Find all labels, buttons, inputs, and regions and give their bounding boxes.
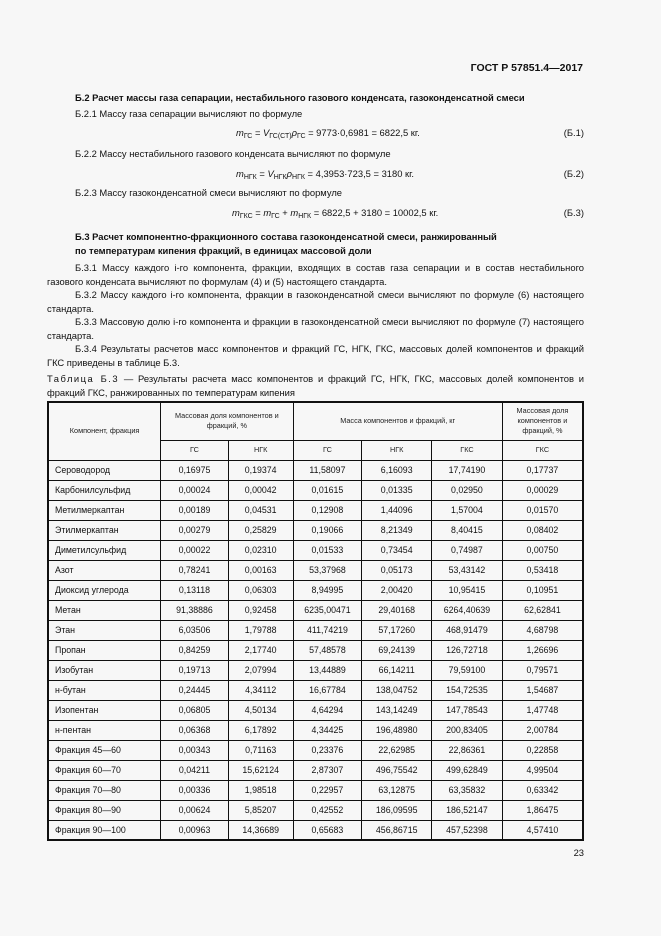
document-header: ГОСТ Р 57851.4—2017 (470, 62, 583, 74)
value-cell: 2,00784 (502, 720, 583, 740)
value-cell: 1,79788 (228, 620, 293, 640)
component-name: Диметилсульфид (48, 540, 161, 560)
value-cell: 0,00343 (161, 740, 229, 760)
symbol: m (263, 207, 272, 218)
value-cell: 57,17260 (362, 620, 432, 640)
symbol: m (290, 207, 299, 218)
value-cell: 53,43142 (432, 560, 503, 580)
table-row (48, 800, 583, 820)
formula-rhs: = 4,3953·723,5 = 3180 кг. (304, 168, 415, 179)
subheader-cell: ГС (161, 440, 229, 460)
value-cell: 468,91479 (432, 620, 503, 640)
value-cell: 0,00024 (161, 480, 229, 500)
value-cell: 0,10951 (502, 580, 583, 600)
value-cell: 0,08402 (502, 520, 583, 540)
value-cell: 1,26696 (502, 640, 583, 660)
value-cell: 0,05173 (362, 560, 432, 580)
symbol: ρ (291, 127, 297, 138)
value-cell: 499,62849 (432, 760, 503, 780)
table-row (48, 820, 583, 840)
value-cell: 2,07994 (228, 660, 293, 680)
value-cell: 4,57410 (502, 820, 583, 840)
subheader-cell: ГКС (502, 440, 583, 460)
document-page: ГОСТ Р 57851.4—2017 Б.2 Расчет массы газа сепарации, нестабильного газового конденсата, газоконденсатной смеси Б.2.1 Массу газа сепарации вычисляют по формуле $m_{ГС} = V_{ГС(СТ)}\rho_{ГС} = 9773\cdot 0,6981 = 6822,5$ кг. (Б.1) Б.2.2 Массу нестабильного газового конденсата вычисляют по формуле $m_{НГК} = V_{НГК}\rho_{НГК} = 4,3953\cdot 723,5 = 3180$ кг. (Б.2) Б.2.3 Массу газоконденсатной смеси вычисляют по формуле $m_{ГКС} = m_{ГС} + m_{НГК} = 6822,5 + 3180 = 10002,5$ кг. (Б.3) Б.3 Расчет компонентно-фракционного состава газоконденсатной смеси, ранжированный по температурам кипения фракций, в единицах массовой доли Б.3.1 Массу каждого i-го компонента, фракции, входящих в состав газа сепарации и в состав нестабильного газового конденсата вычисляют по формулам (4) и (5) настоящего стандарта. Б.3.2 Массу каждого i-го компонента, фракции в газоконденсатной смеси вычисляют по формуле (6) настоящего стандарта. Б.3.3 Массовую долю i-го компонента и фракции в газоконденсатной смеси вычисляют по формуле (7) настоящего стандарта. Б.3.4 Результаты расчетов масс компонентов и фракций ГС, НГК, ГКС, массовых долей компонентов и фракций ГКС приведены в таблице Б.3. Таблица Б.3 — Результаты расчета масс компонентов и фракций ГС, НГК, ГКС, массовых долей компонентов и фракций ГКС, ранжированных по температурам кипения Компонент, фракция Массовая доля компонентов и фракций, % Масса компонентов и фракций, кг Массовая доля компонентов и фракций, % ГС НГК ГС НГК ГКС ГКС Сероводород 0,16975 0,19374 11,58097 6,16093 17,74190 0,17737 Карбонилсульфид 0,00024 0,00042 0,01615 0,01335 0,02950 0,00029 Метилмеркаптан 0,00189 0,04531 0,12908 1,44096 1,57004 0,01570 Этилмеркаптан 0,00279 0,25829 0,19066 8,21349 8,40415 0,08402 Диметилсульфид 0,00022 0,02310 0,01533 0,73454 0,74987 0,00750 Азот 0,78241 0,00163 53,37968 0,05173 53,43142 0,53418 Диоксид углерода 0,13118 0,06303 8,94995 2,00420 10,95415 0,10951 Метан 91,38886 0,92458 6235,00471 29,40168 6264,40639 62,62841 Этан 6,03506 1,79788 411,74219 57,17260 468,91479 4,68798 Пропан 0,84259 2,17740 57,48578 69,24139 126,72718 1,26696 Изобутан 0,19713 2,07994 13,44889 66,14211 79,59100 0,79571 н-бутан 0,24445 4,34112 16,67784 138,04752 154,72535 1,54687 Изопентан 0,06805 4,50134 4,64294 143,14249 147,78543 1,47748 н-пентан 0,06368 6,17892 4,34425 196,48980 200,83405 2,00784 Фракция 45—60 0,00343 0,71163 0,23376 22,62985 22,86361 0,22858 Фракция 60—70 0,04211 15,62124 2,87307 496,75542 499,62849 4,99504 Фракция 70—80 0,00336 1,98518 0,22957 63,12875 63,35832 0,63342 Фракция 80—90 0,00624 5,85207 0,42552 186,09595 186,52147 1,86475 Фракция 90—100 0,00963 14,36689 0,65683 456,86715 457,52398 4,57410 23 (0, 0, 661, 936)
value-cell: 0,00189 (161, 500, 229, 520)
value-cell: 6,17892 (228, 720, 293, 740)
value-cell: 0,19713 (161, 660, 229, 680)
subscript: НГК (273, 174, 287, 181)
component-name: Фракция 70—80 (48, 780, 161, 800)
table-row (48, 460, 583, 480)
value-cell: 0,92458 (228, 600, 293, 620)
subscript: ГС (271, 213, 280, 220)
paragraph-b3-3: Б.3.3 Массовую долю i-го компонента и фракции в газоконденсатной смеси вычисляют по формуле (7) настоящего стандарта. (47, 316, 584, 341)
value-cell: 6264,40639 (432, 600, 503, 620)
table-row (48, 680, 583, 700)
value-cell: 0,06303 (228, 580, 293, 600)
symbol: V (263, 127, 270, 138)
value-cell: 126,72718 (432, 640, 503, 660)
value-cell: 186,52147 (432, 800, 503, 820)
subheader-cell: ГКС (432, 440, 503, 460)
value-cell: 5,85207 (228, 800, 293, 820)
section-b3-body (47, 261, 584, 858)
value-cell: 0,00279 (161, 520, 229, 540)
formula-number: (Б.1) (563, 127, 584, 138)
value-cell: 53,37968 (293, 560, 362, 580)
value-cell: 0,04211 (161, 760, 229, 780)
table-caption-text: — Результаты расчета масс компонентов и фракций ГС, НГК, ГКС, массовых долей компонентов и фракций ГКС, ранжированных по температурам кипения (47, 373, 584, 398)
value-cell: 16,67784 (293, 680, 362, 700)
value-cell: 0,17737 (502, 460, 583, 480)
subscript: ГКС (239, 213, 253, 220)
value-cell: 0,73454 (362, 540, 432, 560)
value-cell: 22,86361 (432, 740, 503, 760)
paragraph-b3-1: Б.3.1 Массу каждого i-го компонента, фракции, входящих в состав газа сепарации и в состав нестабильного газового конденсата вычисляют по формулам (4) и (5) настоящего стандарта. (47, 262, 584, 287)
formula-rhs: = 6822,5 + 3180 = 10002,5 кг. (311, 207, 439, 218)
component-name: Фракция 45—60 (48, 740, 161, 760)
component-name: Пропан (48, 640, 161, 660)
value-cell: 1,54687 (502, 680, 583, 700)
subscript: НГК (292, 174, 305, 181)
table-caption (47, 372, 584, 399)
table-row (48, 580, 583, 600)
value-cell: 91,38886 (161, 600, 229, 620)
value-cell: 4,99504 (502, 760, 583, 780)
value-cell: 0,00163 (228, 560, 293, 580)
component-name: Сероводород (48, 460, 161, 480)
paragraph-b2-2: Б.2.2 Массу нестабильного газового конденсата вычисляют по формуле (75, 148, 391, 159)
value-cell: 1,57004 (432, 500, 503, 520)
value-cell: 0,19066 (293, 520, 362, 540)
value-cell: 154,72535 (432, 680, 503, 700)
header-mass: Масса компонентов и фракций, кг (293, 402, 502, 440)
component-name: Карбонилсульфид (48, 480, 161, 500)
value-cell: 196,48980 (362, 720, 432, 740)
table-row (48, 760, 583, 780)
component-name: Этилмеркаптан (48, 520, 161, 540)
table-row (48, 640, 583, 660)
symbol: V (267, 168, 274, 179)
value-cell: 0,00750 (502, 540, 583, 560)
formula-rhs: = 9773·0,6981 = 6822,5 кг. (305, 127, 420, 138)
component-name: Метилмеркаптан (48, 500, 161, 520)
value-cell: 456,86715 (362, 820, 432, 840)
paragraph-b2-3: Б.2.3 Массу газоконденсатной смеси вычисляют по формуле (75, 187, 343, 198)
value-cell: 0,22957 (293, 780, 362, 800)
component-name: Изопентан (48, 700, 161, 720)
subheader-cell: ГС (293, 440, 362, 460)
table-row (48, 560, 583, 580)
page-number: 23 (573, 847, 584, 858)
formula-number: (Б.2) (563, 168, 584, 179)
value-cell: 411,74219 (293, 620, 362, 640)
value-cell: 4,50134 (228, 700, 293, 720)
component-name: Фракция 80—90 (48, 800, 161, 820)
table-row (48, 780, 583, 800)
value-cell: 1,44096 (362, 500, 432, 520)
value-cell: 4,34112 (228, 680, 293, 700)
subheader-cell: НГК (228, 440, 293, 460)
section-b2-title: Б.2 Расчет массы газа сепарации, нестабильного газового конденсата, газоконденсатной смеси (75, 92, 525, 103)
component-name: Метан (48, 600, 161, 620)
component-name: Изобутан (48, 660, 161, 680)
results-table (47, 401, 584, 841)
value-cell: 63,12875 (362, 780, 432, 800)
value-cell: 0,24445 (161, 680, 229, 700)
value-cell: 186,09595 (362, 800, 432, 820)
value-cell: 6235,00471 (293, 600, 362, 620)
value-cell: 0,63342 (502, 780, 583, 800)
table-row (48, 620, 583, 640)
paragraph-b3-4: Б.3.4 Результаты расчетов масс компонентов и фракций ГС, НГК, ГКС, массовых долей компонентов и фракций ГКС приведены в таблице Б.3. (47, 343, 584, 368)
table-row (48, 520, 583, 540)
value-cell: 13,44889 (293, 660, 362, 680)
value-cell: 8,21349 (362, 520, 432, 540)
value-cell: 11,58097 (293, 460, 362, 480)
value-cell: 0,71163 (228, 740, 293, 760)
table-row (48, 660, 583, 680)
table-row (48, 720, 583, 740)
symbol: ρ (286, 168, 293, 179)
subscript: НГК (298, 213, 312, 220)
value-cell: 2,17740 (228, 640, 293, 660)
value-cell: 0,00336 (161, 780, 229, 800)
value-cell: 0,74987 (432, 540, 503, 560)
value-cell: 200,83405 (432, 720, 503, 740)
value-cell: 0,01335 (362, 480, 432, 500)
subscript: ГС (243, 133, 253, 140)
value-cell: 0,00624 (161, 800, 229, 820)
value-cell: 138,04752 (362, 680, 432, 700)
component-name: н-бутан (48, 680, 161, 700)
value-cell: 0,00029 (502, 480, 583, 500)
header-mass-fraction-gks: Массовая доля компонентов и фракций, % (502, 402, 583, 440)
subscript: НГК (243, 174, 257, 181)
value-cell: 0,01533 (293, 540, 362, 560)
formula-number: (Б.3) (563, 207, 584, 218)
value-cell: 0,06368 (161, 720, 229, 740)
component-name: Диоксид углерода (48, 580, 161, 600)
value-cell: 22,62985 (362, 740, 432, 760)
table-row (48, 480, 583, 500)
value-cell: 0,00022 (161, 540, 229, 560)
subheader-cell: НГК (362, 440, 432, 460)
header-component: Компонент, фракция (48, 402, 161, 460)
value-cell: 1,98518 (228, 780, 293, 800)
component-name: Азот (48, 560, 161, 580)
table-row (48, 500, 583, 520)
value-cell: 0,19374 (228, 460, 293, 480)
value-cell: 496,75542 (362, 760, 432, 780)
paragraph-b2-1: Б.2.1 Массу газа сепарации вычисляют по формуле (75, 108, 303, 119)
value-cell: 0,84259 (161, 640, 229, 660)
table-row (48, 540, 583, 560)
value-cell: 143,14249 (362, 700, 432, 720)
value-cell: 57,48578 (293, 640, 362, 660)
value-cell: 14,36689 (228, 820, 293, 840)
subscript: ГС (296, 133, 306, 140)
value-cell: 0,42552 (293, 800, 362, 820)
table-caption-label: Таблица Б.3 (47, 373, 120, 384)
value-cell: 1,47748 (502, 700, 583, 720)
value-cell: 2,87307 (293, 760, 362, 780)
value-cell: 0,04531 (228, 500, 293, 520)
table-row (48, 740, 583, 760)
value-cell: 0,25829 (228, 520, 293, 540)
value-cell: 0,12908 (293, 500, 362, 520)
value-cell: 0,06805 (161, 700, 229, 720)
value-cell: 0,00963 (161, 820, 229, 840)
value-cell: 0,01570 (502, 500, 583, 520)
value-cell: 147,78543 (432, 700, 503, 720)
value-cell: 4,34425 (293, 720, 362, 740)
value-cell: 2,00420 (362, 580, 432, 600)
value-cell: 4,68798 (502, 620, 583, 640)
value-cell: 0,16975 (161, 460, 229, 480)
value-cell: 6,16093 (362, 460, 432, 480)
paragraph-b3-2: Б.3.2 Массу каждого i-го компонента, фракции в газоконденсатной смеси вычисляют по формуле (6) настоящего стандарта. (47, 289, 584, 314)
value-cell: 63,35832 (432, 780, 503, 800)
value-cell: 0,65683 (293, 820, 362, 840)
section-b3-title-line1: Б.3 Расчет компонентно-фракционного состава газоконденсатной смеси, ранжированный (75, 231, 497, 242)
value-cell: 0,02310 (228, 540, 293, 560)
value-cell: 17,74190 (432, 460, 503, 480)
value-cell: 62,62841 (502, 600, 583, 620)
symbol: m (232, 207, 240, 218)
value-cell: 457,52398 (432, 820, 503, 840)
header-mass-fraction: Массовая доля компонентов и фракций, % (161, 402, 293, 440)
value-cell: 6,03506 (161, 620, 229, 640)
value-cell: 15,62124 (228, 760, 293, 780)
value-cell: 66,14211 (362, 660, 432, 680)
value-cell: 0,79571 (502, 660, 583, 680)
value-cell: 0,02950 (432, 480, 503, 500)
value-cell: 8,40415 (432, 520, 503, 540)
symbol: m (236, 127, 244, 138)
value-cell: 0,22858 (502, 740, 583, 760)
component-name: Фракция 90—100 (48, 820, 161, 840)
table-row (48, 700, 583, 720)
value-cell: 69,24139 (362, 640, 432, 660)
value-cell: 29,40168 (362, 600, 432, 620)
value-cell: 0,78241 (161, 560, 229, 580)
symbol: m (236, 168, 244, 179)
value-cell: 0,01615 (293, 480, 362, 500)
value-cell: 1,86475 (502, 800, 583, 820)
component-name: Фракция 60—70 (48, 760, 161, 780)
value-cell: 0,00042 (228, 480, 293, 500)
value-cell: 0,23376 (293, 740, 362, 760)
value-cell: 8,94995 (293, 580, 362, 600)
value-cell: 10,95415 (432, 580, 503, 600)
component-name: н-пентан (48, 720, 161, 740)
table-row (48, 600, 583, 620)
component-name: Этан (48, 620, 161, 640)
value-cell: 79,59100 (432, 660, 503, 680)
value-cell: 0,13118 (161, 580, 229, 600)
section-b3-title-line2: по температурам кипения фракций, в единицах массовой доли (75, 245, 372, 256)
value-cell: 4,64294 (293, 700, 362, 720)
subscript: ГС(СТ) (269, 133, 292, 140)
value-cell: 0,53418 (502, 560, 583, 580)
